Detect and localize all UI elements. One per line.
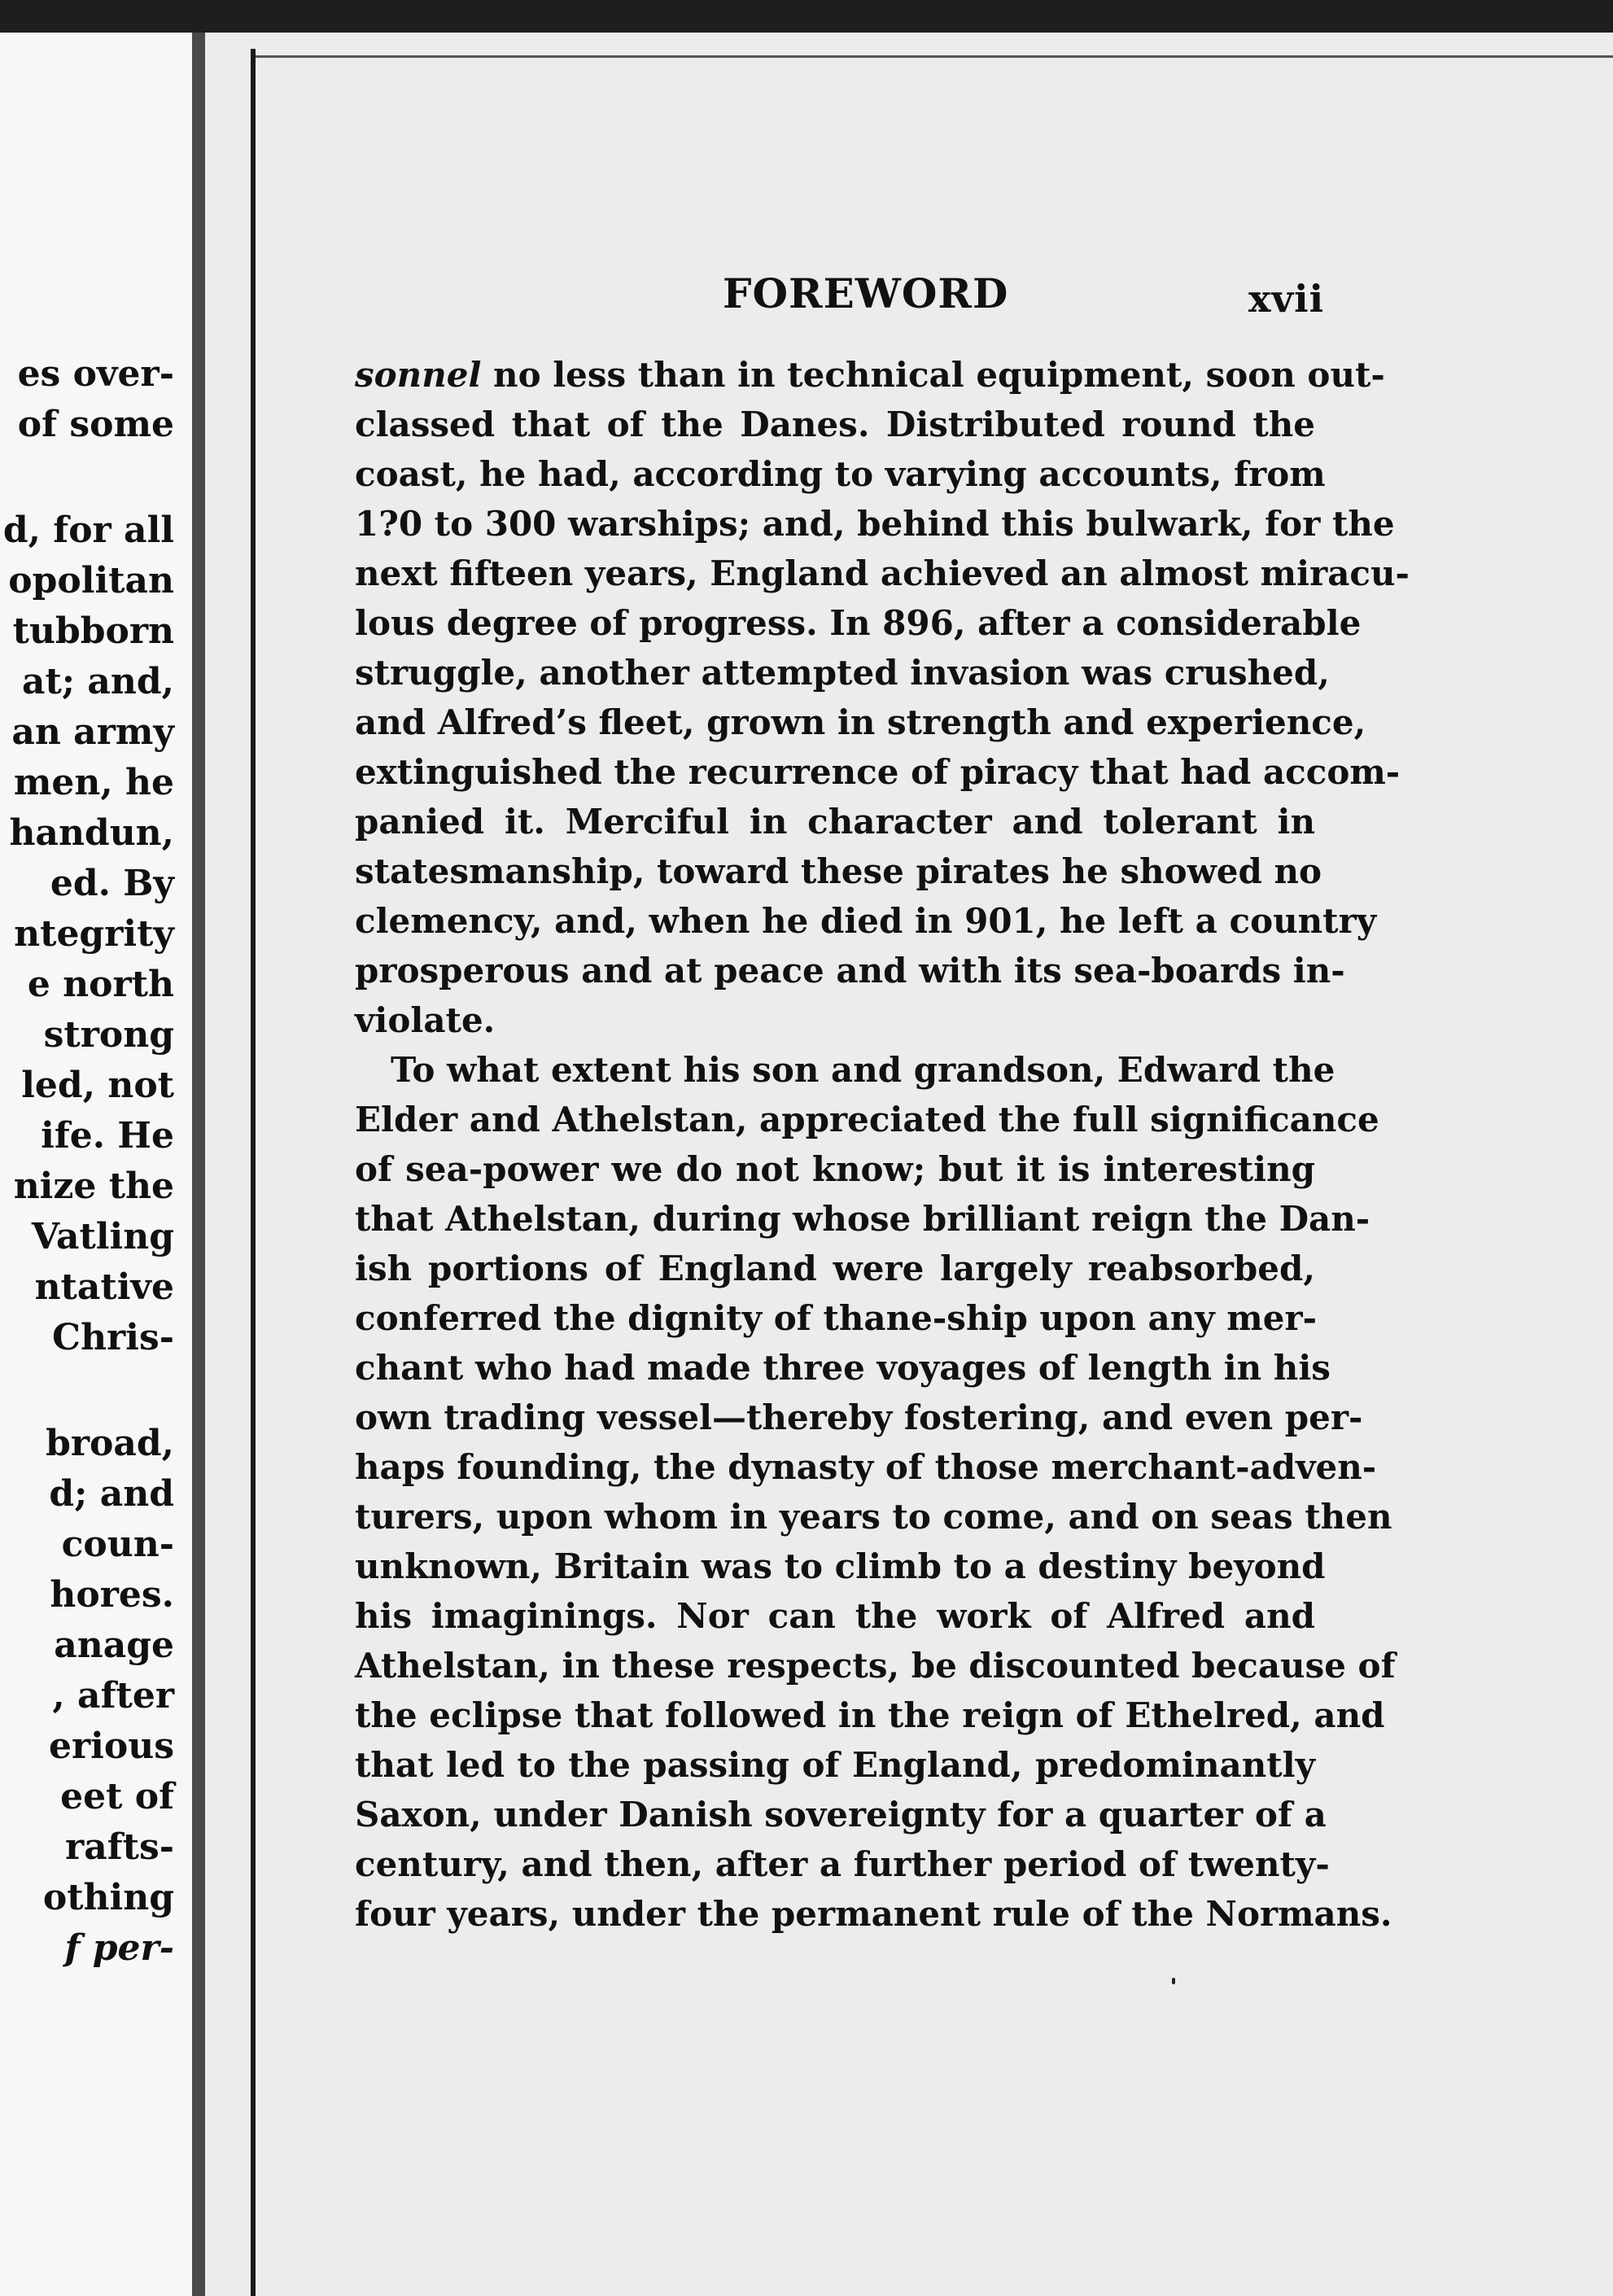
text-line: haps founding, the dynasty of those merchant-adven- xyxy=(355,1447,1377,1487)
text-line: of sea-power we do not know; but it is interesting xyxy=(355,1149,1315,1189)
left-line-stub: , after xyxy=(52,1675,174,1717)
text-line: century, and then, after a further period of twenty- xyxy=(355,1844,1330,1884)
text-line: Elder and Athelstan, appreciated the full significance xyxy=(355,1100,1379,1139)
italic-fragment: sonnel xyxy=(355,355,482,395)
text-line: that Athelstan, during whose brilliant reign the Dan- xyxy=(355,1199,1370,1239)
text-line: clemency, and, when he died in 901, he left a country xyxy=(355,901,1377,941)
left-line-stub: led, not xyxy=(21,1065,174,1106)
left-line-stub: Vatling xyxy=(31,1216,174,1257)
left-line-stub: e north xyxy=(27,964,174,1005)
text-line: conferred the dignity of thane-ship upon any mer- xyxy=(355,1298,1318,1338)
left-line-stub: anage xyxy=(54,1625,174,1666)
text-line: statesmanship, toward these pirates he showed no xyxy=(355,851,1322,891)
left-line-stub: eet of xyxy=(60,1776,174,1817)
text-line: lous degree of progress. In 896, after a considerable xyxy=(355,603,1362,643)
left-line-stub: tubborn xyxy=(12,610,174,652)
text-line: unknown, Britain was to climb to a destiny beyond xyxy=(355,1546,1326,1586)
left-line-stub: coun- xyxy=(61,1524,174,1565)
left-line-stub: ife. He xyxy=(41,1115,174,1157)
text-line: 1?0 to 300 warships; and, behind this bulwark, for the xyxy=(355,504,1395,544)
left-line-stub: ed. By xyxy=(50,863,174,904)
left-line-stub: othing xyxy=(42,1877,174,1918)
text-line: next fifteen years, England achieved an almost miracu- xyxy=(355,553,1410,593)
left-line-stub: at; and, xyxy=(22,661,174,702)
text-line: prosperous and at peace and with its sea-boards in- xyxy=(355,951,1345,991)
page-edge-line xyxy=(251,49,256,2296)
text-line: four years, under the permanent rule of the Normans. xyxy=(355,1894,1392,1934)
text-line: chant who had made three voyages of length in his xyxy=(355,1348,1331,1388)
text-line: extinguished the recurrence of piracy that had accom- xyxy=(355,752,1401,792)
text-line: coast, he had, according to varying accounts, from xyxy=(355,454,1326,494)
text-line: struggle, another attempted invasion was crushed, xyxy=(355,653,1330,693)
page-top-edge xyxy=(256,55,1613,58)
left-line-stub: Chris- xyxy=(52,1317,174,1358)
left-line-stub: d; and xyxy=(49,1473,174,1515)
left-line-stub: men, he xyxy=(13,762,174,803)
left-line-stub: f per- xyxy=(64,1927,174,1969)
text-line: violate. xyxy=(355,1000,496,1040)
left-line-stub: handun, xyxy=(9,812,174,854)
text-line: To what extent his son and grandson, Edward the xyxy=(391,1050,1335,1090)
text-line: Athelstan, in these respects, be discounted because of xyxy=(355,1646,1396,1686)
left-line-stub: nize the xyxy=(13,1165,174,1207)
text-line: the eclipse that followed in the reign of Ethelred, and xyxy=(355,1695,1385,1735)
text-line: panied it. Merciful in character and tolerant in xyxy=(355,802,1315,842)
text-line: his imaginings. Nor can the work of Alfred and xyxy=(355,1596,1315,1636)
left-line-stub: strong xyxy=(43,1014,174,1056)
text-line: that led to the passing of England, predominantly xyxy=(355,1745,1315,1785)
left-line-stub: d, for all xyxy=(2,509,174,551)
left-line-stub: hores. xyxy=(50,1574,174,1616)
left-line-stub: es over- xyxy=(17,353,174,395)
left-line-stub: ntegrity xyxy=(14,913,174,955)
left-line-stub: erious xyxy=(49,1725,174,1767)
left-line-stub: ntative xyxy=(34,1266,174,1308)
text-line: and Alfred’s fleet, grown in strength and experience, xyxy=(355,702,1366,742)
running-title: FOREWORD xyxy=(723,269,1009,317)
left-line-stub: opolitan xyxy=(8,560,174,601)
body-text xyxy=(355,350,1410,1939)
left-line-stub: of some xyxy=(17,404,174,445)
left-line-stub: rafts- xyxy=(65,1826,174,1868)
text-line: ish portions of England were largely reabsorbed, xyxy=(355,1249,1315,1288)
page-number: xvii xyxy=(1248,277,1325,321)
previous-page-fragment xyxy=(0,33,195,2296)
page-gutter xyxy=(192,33,205,2296)
text-line: turers, upon whom in years to come, and on seas then xyxy=(355,1497,1392,1537)
left-line-stub: an army xyxy=(11,711,174,753)
text-line: own trading vessel—thereby fostering, and even per- xyxy=(355,1397,1363,1437)
print-speck xyxy=(1172,1978,1175,1984)
line-text: no less than in technical equipment, soon out- xyxy=(481,355,1385,395)
left-line-stub: broad, xyxy=(46,1423,174,1464)
text-line: classed that of the Danes. Distributed round the xyxy=(355,405,1315,444)
text-line: Saxon, under Danish sovereignty for a quarter of a xyxy=(355,1795,1327,1835)
text-line xyxy=(355,350,1385,400)
